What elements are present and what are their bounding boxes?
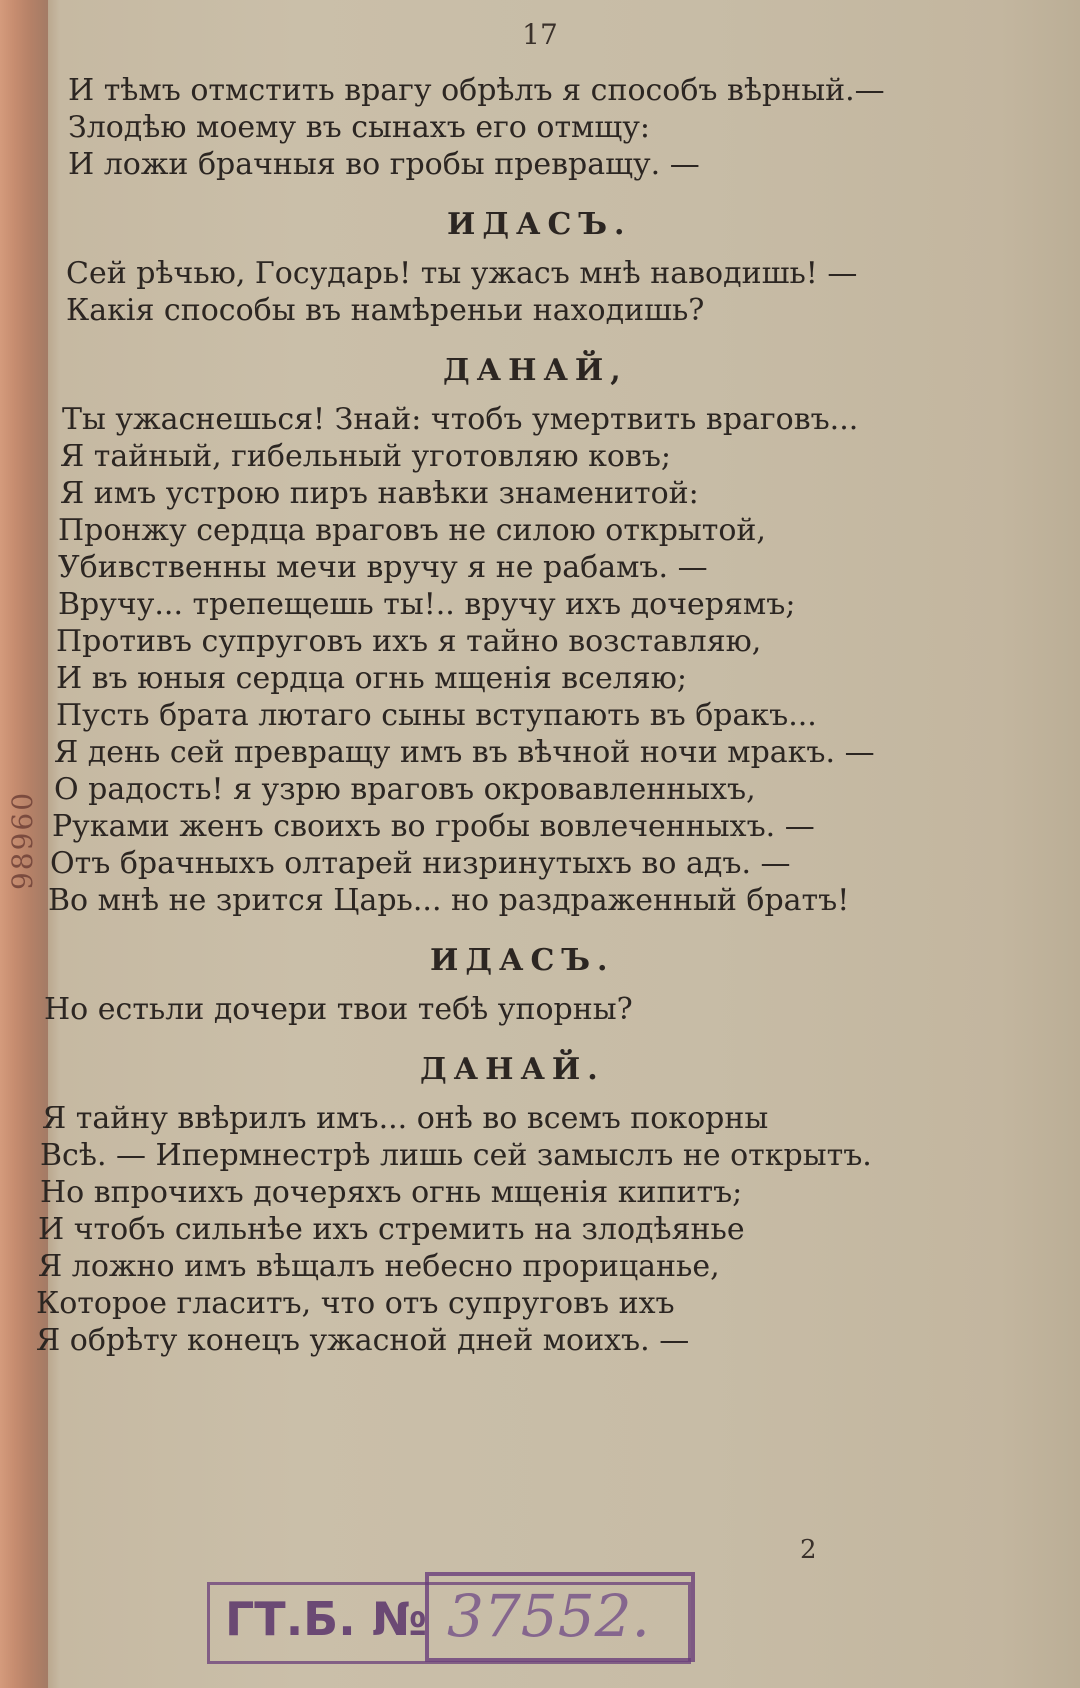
stamp-label: ГТ.Б. № [225, 1592, 428, 1646]
library-stamp [207, 1572, 693, 1664]
verse-line: Но естьли дочери твои тебѣ упорны? [44, 992, 633, 1027]
stamp-number: 37552. [447, 1582, 650, 1650]
signature-mark: 2 [800, 1535, 817, 1565]
verse-line: Убивственны мечи вручу я не рабамъ. — [58, 550, 708, 585]
verse-line: Злодѣю моему въ сынахъ его отмщу: [68, 110, 651, 145]
verse-line: Пусть брата лютаго сыны вступають въ бракъ... [56, 698, 817, 733]
verse-line: Я тайну ввѣрилъ имъ... онѣ во всемъ покорны [42, 1101, 769, 1136]
verse-line: И въ юныя сердца огнь мщенія вселяю; [56, 661, 687, 696]
speaker-name: ДАНАЙ. [420, 1052, 605, 1087]
verse-line: Я день сей превращу имъ въ вѣчной ночи мракъ. — [54, 735, 875, 770]
verse-line: Я имъ устрою пиръ навѣки знаменитой: [60, 476, 699, 511]
verse-line: Какія способы въ намѣреньи находишь? [66, 293, 705, 328]
verse-line: Которое гласитъ, что отъ супруговъ ихъ [36, 1286, 675, 1321]
verse-line: И чтобъ сильнѣе ихъ стремить на злодѣянье [38, 1212, 745, 1247]
verse-line: О радость! я узрю враговъ окровавленныхъ, [54, 772, 756, 807]
verse-line: Вручу... трепещешь ты!.. вручу ихъ дочерямъ; [58, 587, 796, 622]
verse-line: Всѣ. — Ипермнестрѣ лишь сей замыслъ не открытъ. [40, 1138, 872, 1173]
verse-line: Отъ брачныхъ олтарей низринутыхъ во адъ. — [50, 846, 791, 881]
verse-line: Во мнѣ не зрится Царь... но раздраженный братъ! [48, 883, 850, 918]
verse-line: Я ложно имъ вѣщалъ небесно прорицанье, [38, 1249, 720, 1284]
speaker-name: ИДАСЪ. [430, 943, 615, 978]
verse-line: Ты ужаснешься! Знай: чтобъ умертвить враговъ... [62, 402, 859, 437]
play-text [0, 72, 1040, 1359]
verse-line: Пронжу сердца враговъ не силою открытой, [58, 513, 766, 548]
speaker-name: ДАНАЙ, [443, 353, 628, 388]
verse-line: Противъ супруговъ ихъ я тайно возставляю, [56, 624, 762, 659]
verse-line: Сей рѣчью, Государь! ты ужасъ мнѣ наводишь! — [66, 256, 858, 291]
page-number: 17 [522, 18, 558, 51]
verse-line: Но впрочихъ дочеряхъ огнь мщенія кипитъ; [40, 1175, 743, 1210]
speaker-name: ИДАСЪ. [447, 207, 632, 242]
verse-line: Я обрѣту конецъ ужасной дней моихъ. — [36, 1323, 690, 1358]
side-mark-text: 98960 [6, 790, 40, 890]
verse-line: Руками женъ своихъ во гробы вовлеченныхъ. — [52, 809, 815, 844]
verse-line: И ложи брачныя во гробы превращу. — [68, 147, 700, 182]
verse-line: Я тайный, гибельный уготовляю ковъ; [60, 439, 672, 474]
verse-line: И тѣмъ отмстить врагу обрѣлъ я способъ вѣрный.— [68, 73, 885, 108]
